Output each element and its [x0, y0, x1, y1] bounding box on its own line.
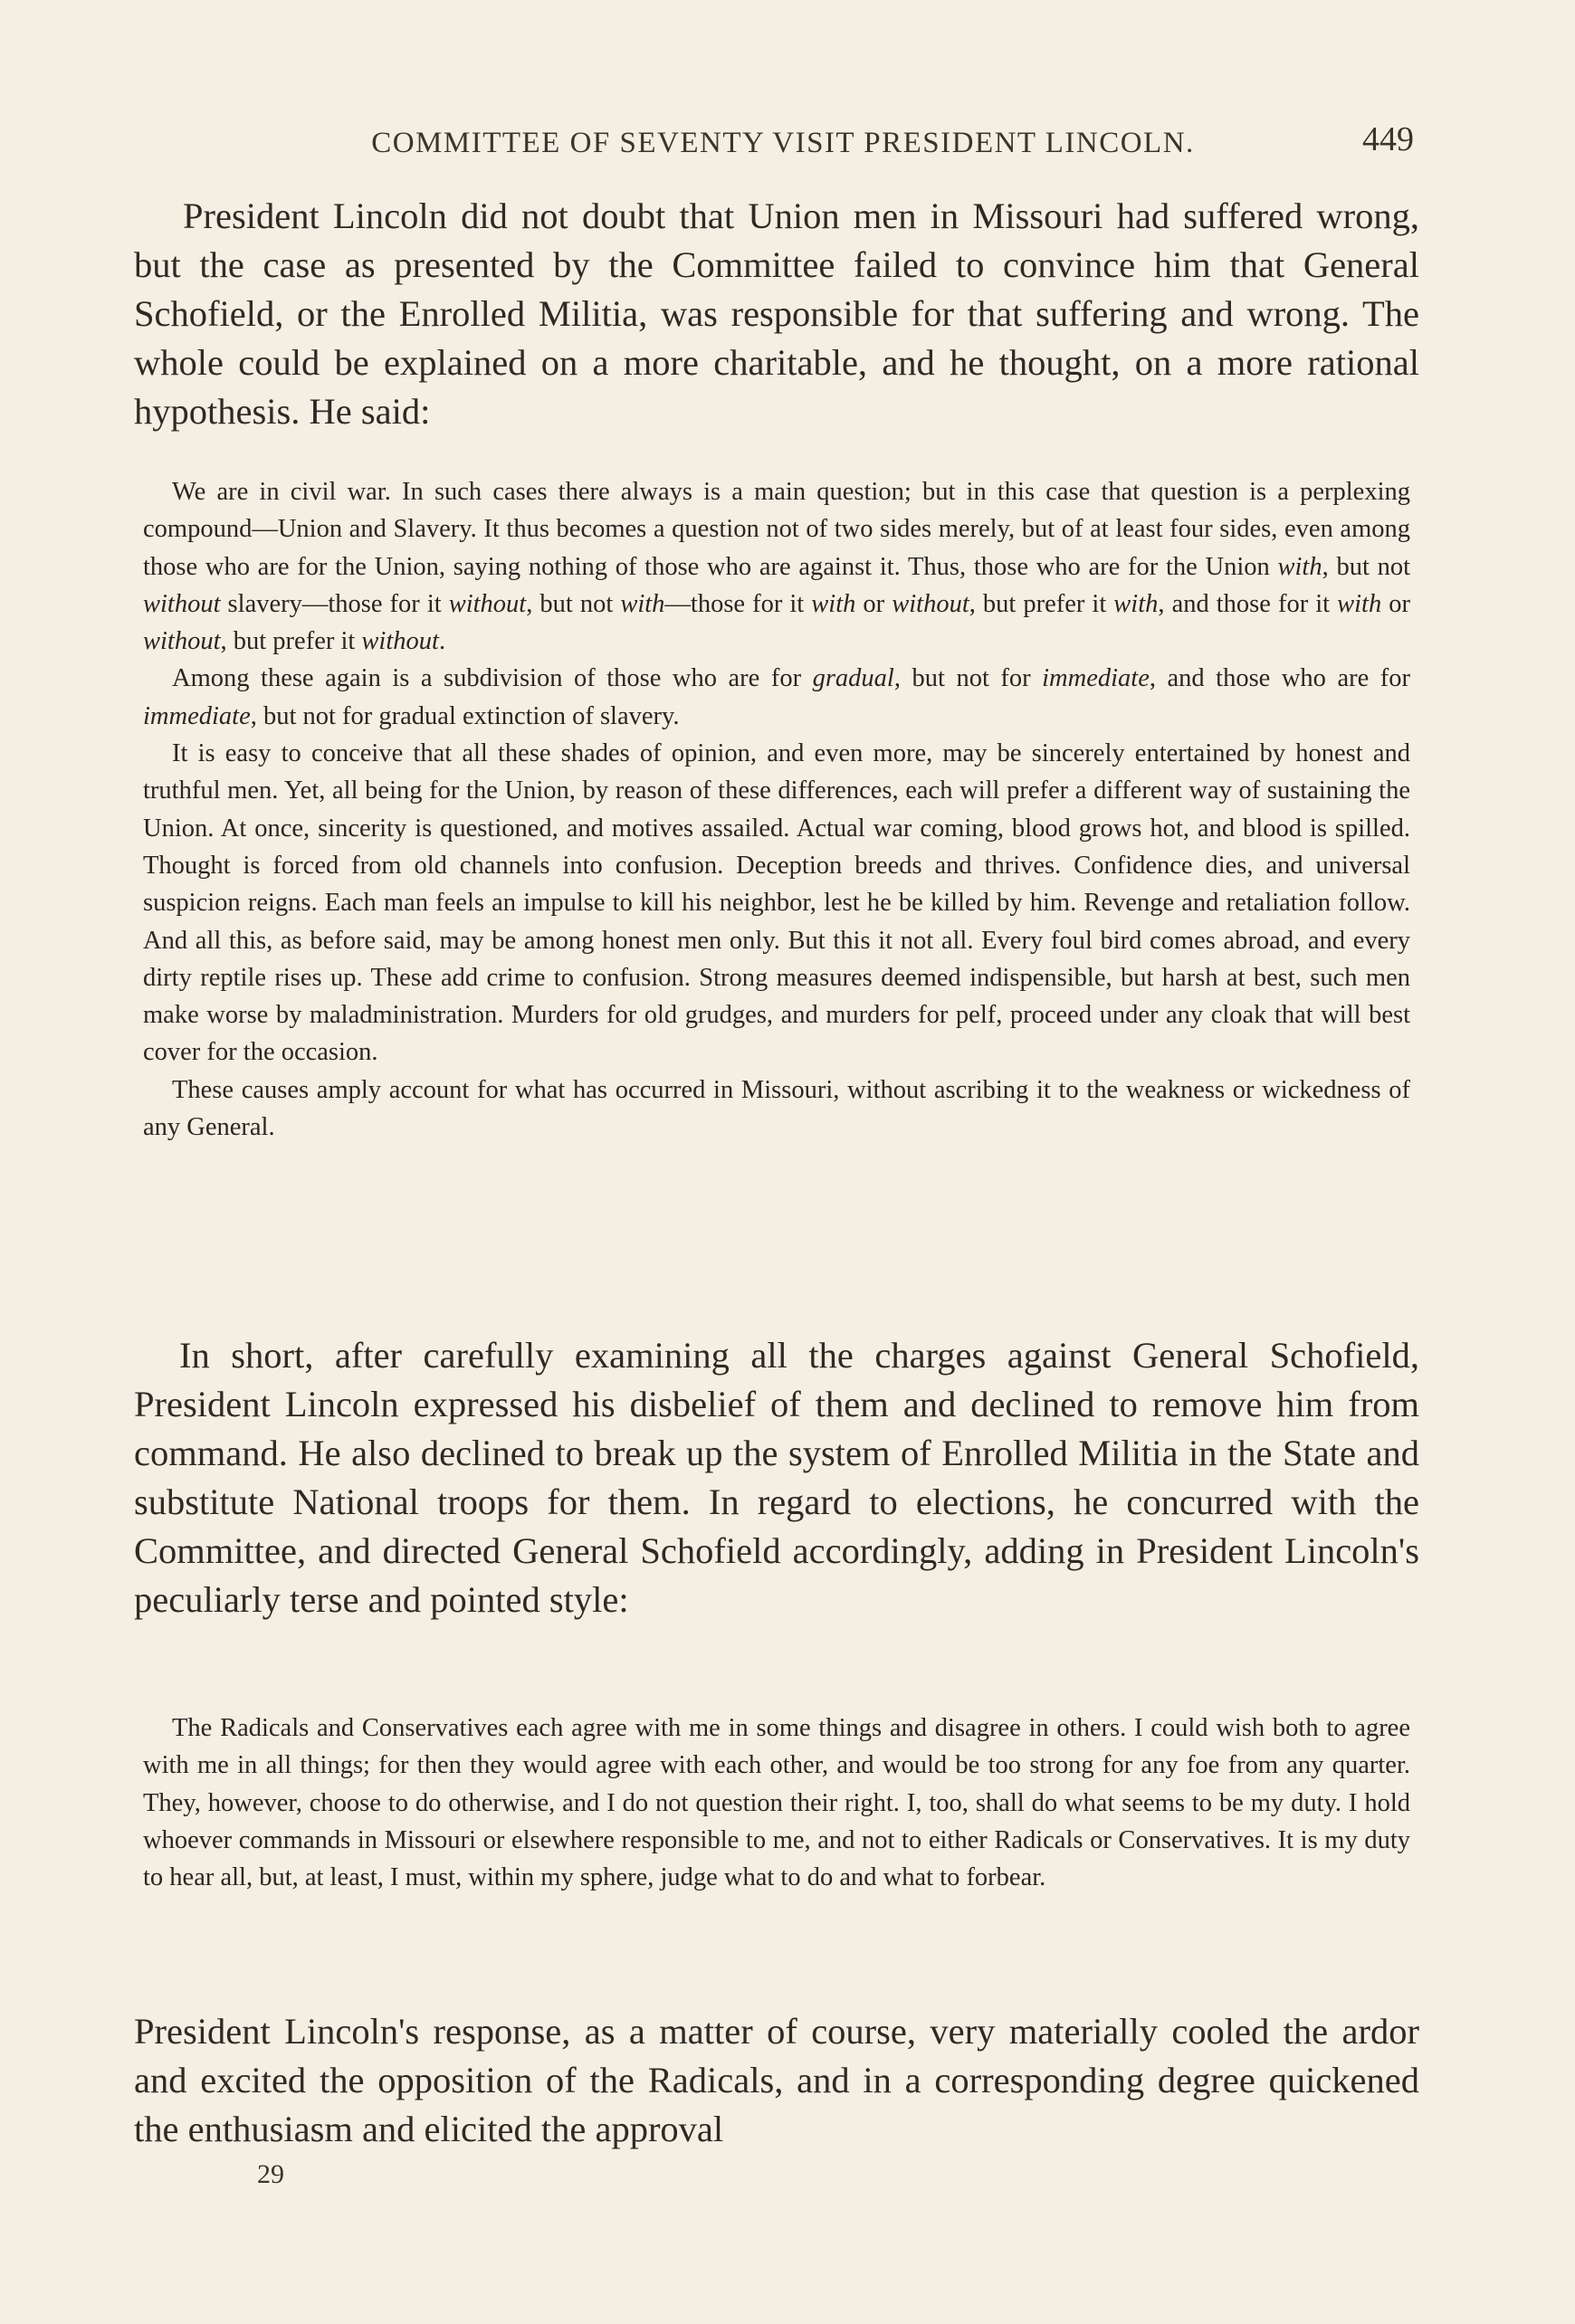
quote-1-paragraph-4: These causes amply account for what has occurred in Missouri, without ascribing it to the weakness or wickedness of any General. — [143, 1075, 1410, 1142]
quote-1-paragraph-1: We are in civil war. In such cases there always is a main question; but in this case that question is a perplexing compound—Union and Slavery. It thus becomes a question not of two sides merely, but of at least four sides, even among those who are for the Union, saying nothing of those who are against it. Thus, those who are for the Union with, but not without slavery—those for it without, but not with—those for it with or without, but prefer it with, and those for it with or without, but prefer it without. — [143, 478, 1410, 656]
signature-mark: 29 — [257, 2159, 284, 2189]
page-number: 449 — [1362, 120, 1414, 158]
quote-1-paragraph-2: Among these again is a subdivision of those who are for gradual, but not for immediate, and those who are for immediate, but not for gradual extinction of slavery. — [143, 664, 1410, 730]
lincoln-quote-1 — [143, 473, 1410, 1146]
paragraph-3: President Lincoln's response, as a matter of course, very materially cooled the ardor and excited the opposition of the Radicals, and in a corresponding degree quickened the enthusiasm and elicited the approval — [134, 2011, 1419, 2149]
paragraph-2: In short, after carefully examining all the charges against General Schofield, President Lincoln expressed his disbelief of them and declined to remove him from command. He also declined to break up the system of Enrolled Militia in the State and substitute National troops for them. In regard to elections, he concurred with the Committee, and directed General Schofield accordingly, adding in President Lincoln's peculiarly terse and pointed style: — [134, 1335, 1419, 1620]
quote-2-paragraph-1: The Radicals and Conservatives each agree with me in some things and disagree in others. I could wish both to agree with me in all things; for then they would agree with each other, and would be too strong for any foe from any quarter. They, however, choose to do otherwise, and I do not question their right. I, too, shall do what seems to be my duty. I hold whoever commands in Missouri or elsewhere responsible to me, and not to either Radicals or Conservatives. It is my duty to hear all, but, at least, I must, within my sphere, judge what to do and what to forbear. — [143, 1714, 1410, 1892]
quote-1-paragraph-3: It is easy to conceive that all these shades of opinion, and even more, may be sincerely entertained by honest and truthful men. Yet, all being for the Union, by reason of these differences, each will prefer a different way of sustaining the Union. At once, sincerity is questioned, and motives assailed. Actual war coming, blood grows hot, and blood is spilled. Thought is forced from old channels into confusion. Deception breeds and thrives. Confidence dies, and universal suspicion reigns. Each man feels an impulse to kill his neighbor, lest he be killed by him. Revenge and retaliation follow. And all this, as before said, may be among honest men only. But this it not all. Every foul bird comes abroad, and every dirty reptile rises up. These add crime to confusion. Strong measures deemed indispensible, but harsh at best, such men make worse by maladministration. Murders for old grudges, and murders for pelf, proceed under any cloak that will best cover for the occasion. — [143, 739, 1410, 1067]
running-head: COMMITTEE OF SEVENTY VISIT PRESIDENT LINCOLN. — [371, 127, 1195, 159]
lincoln-quote-2 — [143, 1710, 1410, 1896]
paragraph-1: President Lincoln did not doubt that Union men in Missouri had suffered wrong, but the case as presented by the Committee failed to convince him that General Schofield, or the Enrolled Militia, was responsible for that suffering and wrong. The whole could be explained on a more charitable, and he thought, on a more rational hypothesis. He said: — [134, 195, 1419, 432]
